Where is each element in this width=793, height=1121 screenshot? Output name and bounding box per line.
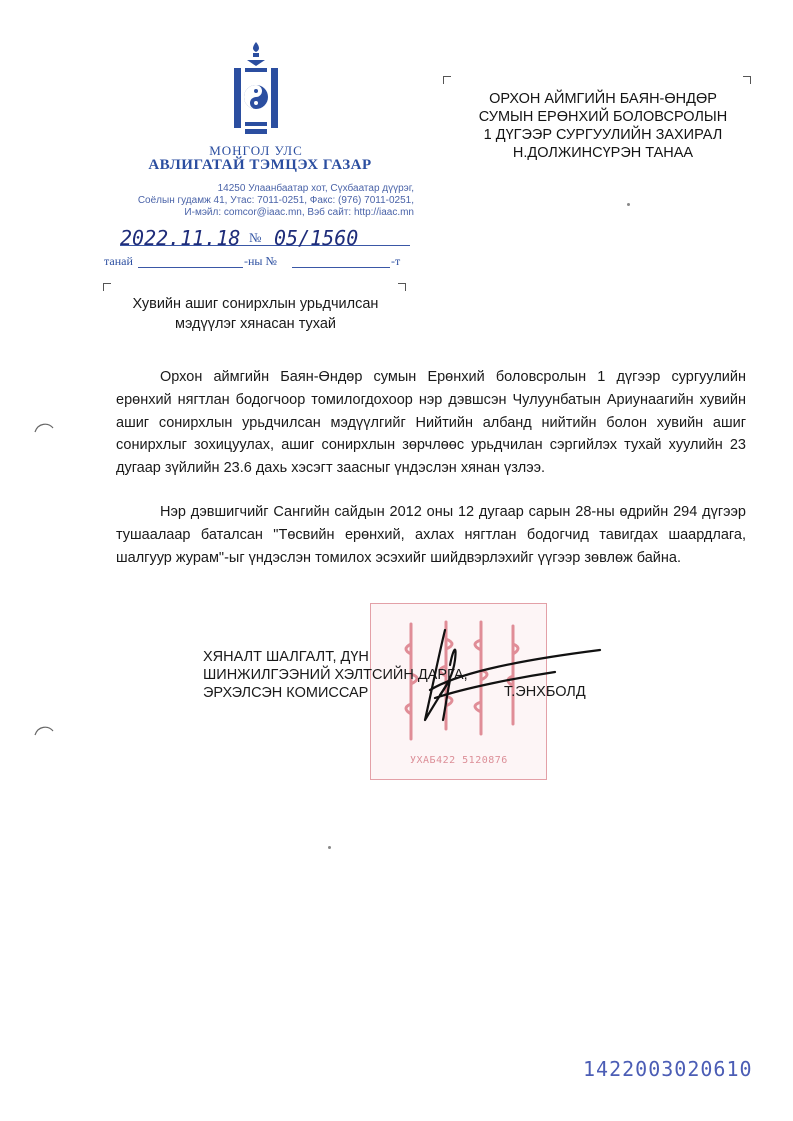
address-line: И-мэйл: comcor@iaac.mn, Вэб сайт: http://iaac.mn [184,207,414,218]
title-line: ХЯНАЛТ ШАЛГАЛТ, ДҮН [203,649,369,665]
handwritten-date: 2022.11.18 [120,226,241,250]
addressee-line: Н.ДОЛЖИНСҮРЭН ТАНАА [512,145,694,161]
letterhead-agency-name: АВЛИГАТАЙ ТЭМЦЭХ ГАЗАР [148,157,372,173]
signatory-name: Т.ЭНХБОЛД [504,684,586,700]
corner-bracket [398,283,406,291]
reply-reference-line [104,254,404,270]
reply-suffix: -т [391,254,401,268]
paragraph-text: Орхон аймгийн Баян-Өндөр сумын Ерөнхий боловсролын 1 дүгээр сургуулийн ерөнхий нягтлан бодогчоор томилогдохоор нэр дэвшсэн Чулуунбатын Ариунаагийн хувийн ашиг сонирхлын урьдчилсан мэдүүлгийг Нийтийн албанд нийтийн болон хувийн ашиг сонирхлыг зохицуулах, ашиг сонирхлын зөрчлөөс урьдчилан сэргийлэх тухай хуулийн 23 дугаар зүйлийн 23.6 дахь хэсэгт заасныг үндэслэн хянан үзлээ. [116,369,746,477]
soyombo-emblem-icon [231,40,281,138]
addressee-line: ОРХОН АЙМГИЙН БАЯН-ӨНДӨР [489,91,717,107]
body-paragraph-1 [116,366,746,480]
paragraph-text: Нэр дэвшигчийг Сангийн сайдын 2012 оны 12 дугаар сарын 28-ны өдрийн 294 дүгээр тушаалаар баталсан "Төсвийн ерөнхий, ахлах нягтлан бодогчид тавигдах шаардлага, шалгуур журам"-ыг үндэслэн томилох эсэхийг шийдвэрлэхийг үүгээр зөвлөж байна. [116,504,746,566]
reply-prefix: танай [104,254,133,268]
addressee-line: СУМЫН ЕРӨНХИЙ БОЛОВСРОЛЫН [478,109,728,125]
subject-line: мэдүүлэг хянасан тухай [174,316,336,332]
scan-speck [627,203,630,206]
scan-speck [328,846,331,849]
subject-line: Хувийн ашиг сонирхлын урьдчилсан [132,296,379,312]
corner-bracket [743,76,751,84]
corner-bracket [443,76,451,84]
letterhead-country: МОНГОЛ УЛС [209,143,303,158]
body-paragraph-2 [116,501,746,569]
number-label: № [249,230,262,245]
address-line: 14250 Улаанбаатар хот, Сүхбаатар дүүрэг, [217,183,414,194]
reference-number-line [120,226,410,248]
stamp-registration-number: УХАБ422 5120876 [410,755,508,766]
addressee-block [448,90,758,162]
hole-punch-mark-icon [33,723,55,737]
handwritten-signature-icon [395,620,610,730]
document-barcode-number: 1422003020610 [583,1057,753,1081]
handwritten-reference-number: 05/1560 [274,226,359,250]
corner-bracket [103,283,111,291]
letter-subject [118,294,393,334]
reply-mid: -ны № [244,254,277,268]
addressee-line: 1 ДҮГЭЭР СУРГУУЛИЙН ЗАХИРАЛ [483,127,723,143]
letterhead-address [98,183,414,219]
title-line: ЭРХЭЛСЭН КОМИССАР [203,685,369,701]
hole-punch-mark-icon [33,420,55,434]
title-line: ШИНЖИЛГЭЭНИЙ ХЭЛТСИЙН ДАРГА, [203,667,468,683]
address-line: Соёлын гудамж 41, Утас: 7011-0251, Факс: (976) 7011-0251, [137,195,414,206]
